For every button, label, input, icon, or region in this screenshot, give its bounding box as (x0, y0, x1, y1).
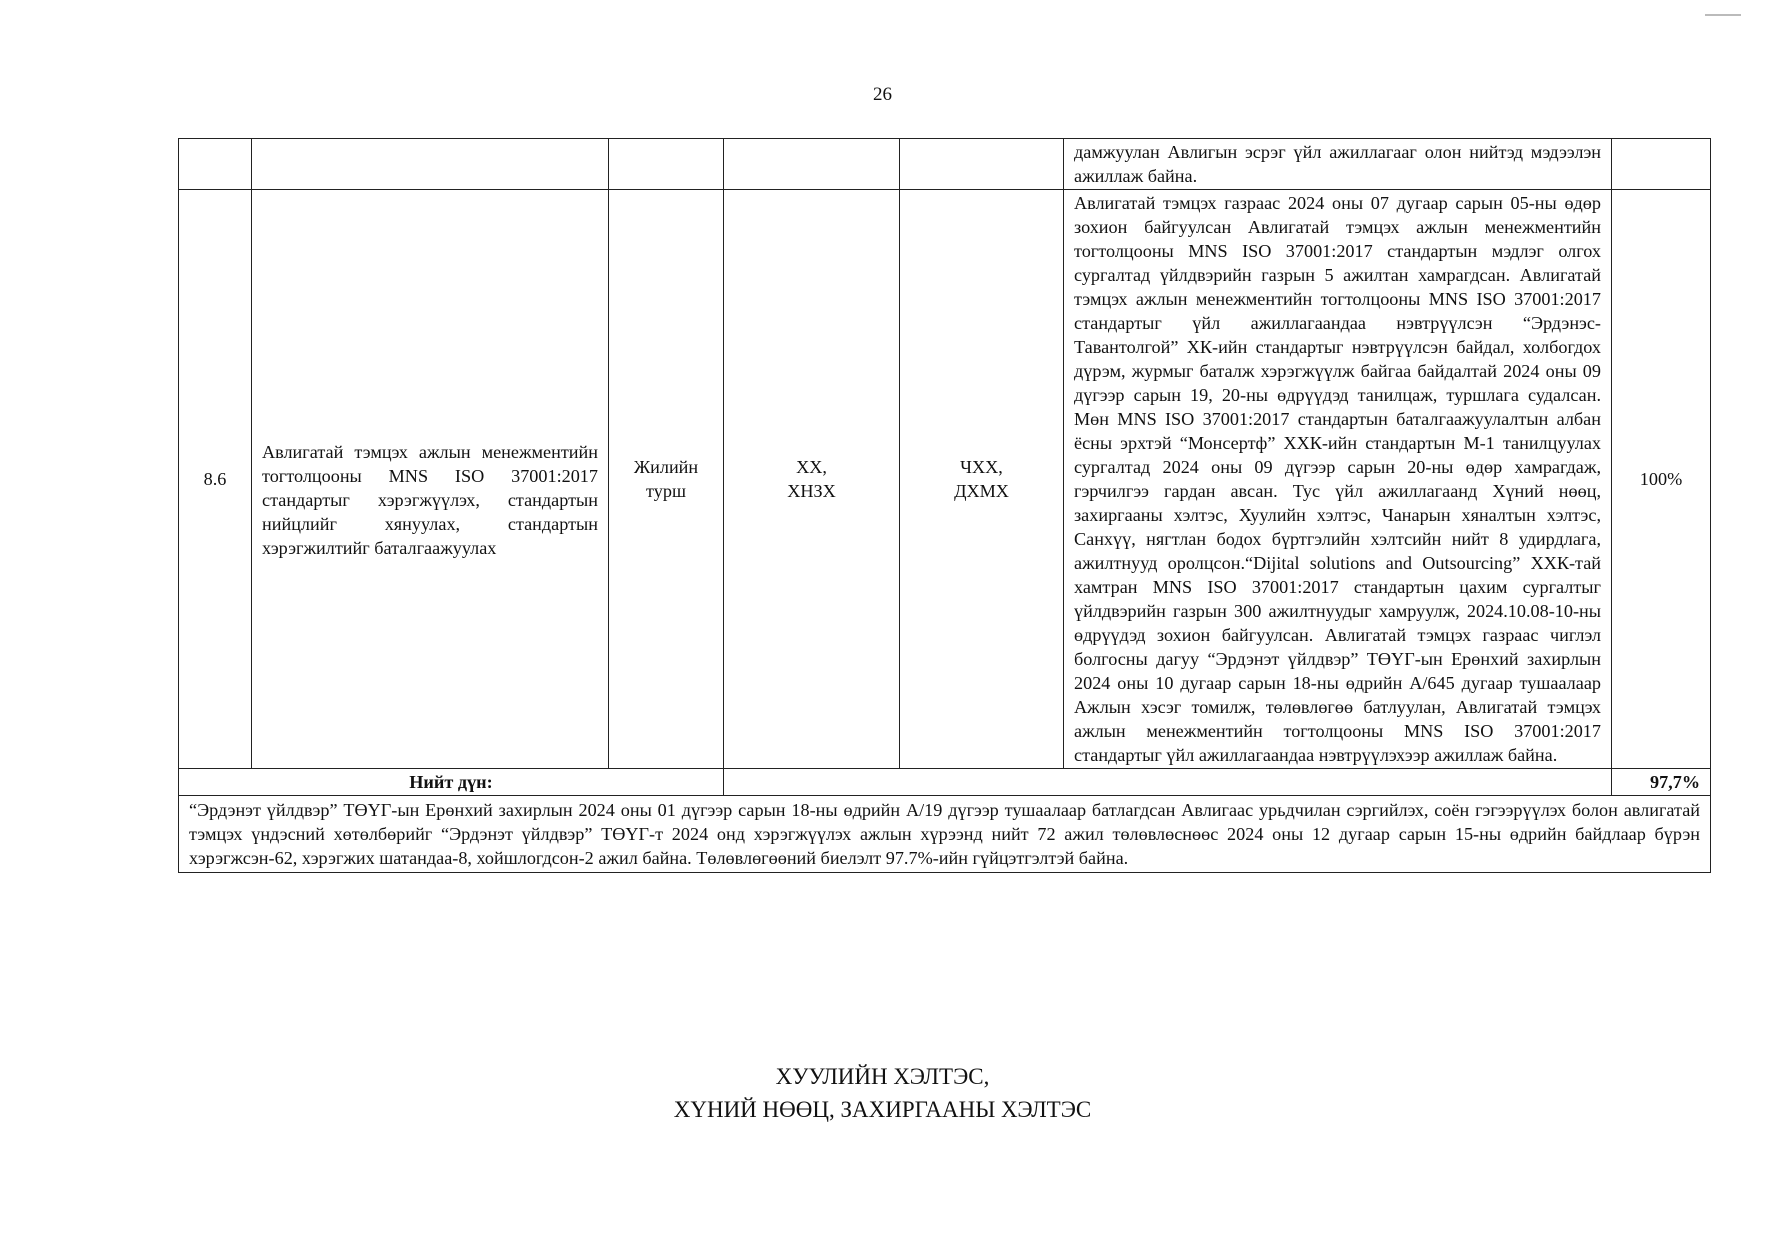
table-row-continuation (179, 139, 1711, 190)
total-value: 97,7% (1612, 769, 1711, 796)
corner-mark (1705, 14, 1741, 16)
cell-activity: Авлигатай тэмцэх ажлын менежментийн тогтолцооны MNS ISO 37001:2017 стандартыг хэрэгжүүлэх, стандартын нийцлийг хянуулах, стандартын хэрэгжилтийг баталгаажуулах (252, 190, 609, 769)
cell-row-number: 8.6 (179, 190, 252, 769)
timeframe-line1: Жилийн (633, 457, 699, 478)
total-label: Нийт дүн: (179, 769, 724, 796)
responsible-line1: ХХ, (796, 457, 827, 478)
participants-line2: ДХМХ (954, 481, 1009, 502)
responsible-line2: ХНЗХ (787, 481, 836, 502)
participants-line1: ЧХХ, (960, 457, 1003, 478)
table-row-total (179, 769, 1711, 796)
cell-participants (900, 190, 1064, 769)
cell-performance: Авлигатай тэмцэх газраас 2024 оны 07 дугаар сарын 05-ны өдөр зохион байгуулсан Авлигатай тэмцэх ажлын менежментийн тогтолцооны MNS ISO 37001:2017 стандартын мэдлэг олгох сургалтад үйлдвэрийн газрын 5 ажилтан хамрагдсан. Авлигатай тэмцэх ажлын менежментийн тогтолцооны MNS ISO 37001:2017 стандартыг үйл ажиллагаандаа нэвтрүүлсэн “Эрдэнэс-Тавантолгой” ХК-ийн стандартыг нэвтрүүлсэн байдал, холбогдох дүрэм, журмыг баталж хэрэгжүүлж байгаа байдалтай 2024 оны 09 дүгээр сарын 19, 20-ны өдрүүдэд танилцаж, туршлага судалсан. Мөн MNS ISO 37001:2017 стандартын баталгаажуулалтын албан ёсны эрхтэй “Монсертф” ХХК-ийн стандартын М-1 танилцуулах сургалтад 2024 оны 09 дүгээр сарын 20-ны өдөр хамрагдаж, гэрчилгээ гардан авсан. Тус үйл ажиллагаанд Хүний нөөц, захиргааны хэлтэс, Хуулийн хэлтэс, Чанарын хяналтын хэлтэс, Санхүү, нягтлан бодох бүртгэлийн хэлтсийн нийт 8 удирдлага, ажилтнууд оролцсон.“Dijital solutions and Outsourcing” ХХК-тай хамтран MNS ISO 37001:2017 стандартын цахим сургалтыг үйлдвэрийн газрын 300 ажилтнуудыг хамруулж, 2024.10.08-10-ны өдрүүдэд зохион байгуулсан. Авлигатай тэмцэх газраас чиглэл болгосны дагуу “Эрдэнэт үйлдвэр” ТӨҮГ-ын Ерөнхий захирлын 2024 оны 10 дугаар сарын 18-ны өдрийн А/645 дугаар тушаалаар Ажлын хэсэг томилж, төлөвлөгөө батлуулан, Авлигатай тэмцэх ажлын менежментийн тогтолцооны MNS ISO 37001:2017 стандартыг үйл ажиллагаандаа нэвтрүүлэхээр ажиллаж байна. (1064, 190, 1612, 769)
cell-responsible-empty (724, 139, 900, 190)
cell-percent-empty (1612, 139, 1711, 190)
cell-participants-empty (900, 139, 1064, 190)
cell-activity-empty (252, 139, 609, 190)
conclusion-text: “Эрдэнэт үйлдвэр” ТӨҮГ-ын Ерөнхий захирлын 2024 оны 01 дүгээр сарын 18-ны өдрийн А/19 дүгээр тушаалаар батлагдсан Авлигаас урьдчилан сэргийлэх, соён гэгээрүүлэх болон авлигатай тэмцэх үндэсний хөтөлбөрийг “Эрдэнэт үйлдвэр” ТӨҮГ-т 2024 онд хэрэгжүүлэх ажлын хүрээнд нийт 72 ажил төлөвлөснөөс 2024 оны 12 дугаар сарын 15-ны өдрийн байдлаар бүрэн хэрэгжсэн-62, хэрэгжих шатандаа-8, хойшлогдсон-2 ажил байна. Төлөвлөгөөний биелэлт 97.7%-ийн гүйцэтгэлтэй байна. (179, 796, 1711, 873)
table-row-conclusion (179, 796, 1711, 873)
cell-performance-continued: дамжуулан Авлигын эсрэг үйл ажиллагааг олон нийтэд мэдээлэн ажиллаж байна. (1064, 139, 1612, 190)
section-heading-line2: ХҮНИЙ НӨӨЦ, ЗАХИРГААНЫ ХЭЛТЭС (673, 1097, 1092, 1123)
report-table (178, 138, 1711, 873)
cell-percent: 100% (1612, 190, 1711, 769)
cell-timeframe-empty (609, 139, 724, 190)
page-number: 26 (873, 84, 892, 105)
timeframe-line2: турш (646, 481, 686, 502)
table-row-8-6 (179, 190, 1711, 769)
section-heading (0, 1060, 1765, 1127)
cell-responsible (724, 190, 900, 769)
section-heading-line1: ХУУЛИЙН ХЭЛТЭС, (775, 1064, 990, 1089)
cell-number-empty (179, 139, 252, 190)
cell-timeframe (609, 190, 724, 769)
total-empty (724, 769, 1612, 796)
